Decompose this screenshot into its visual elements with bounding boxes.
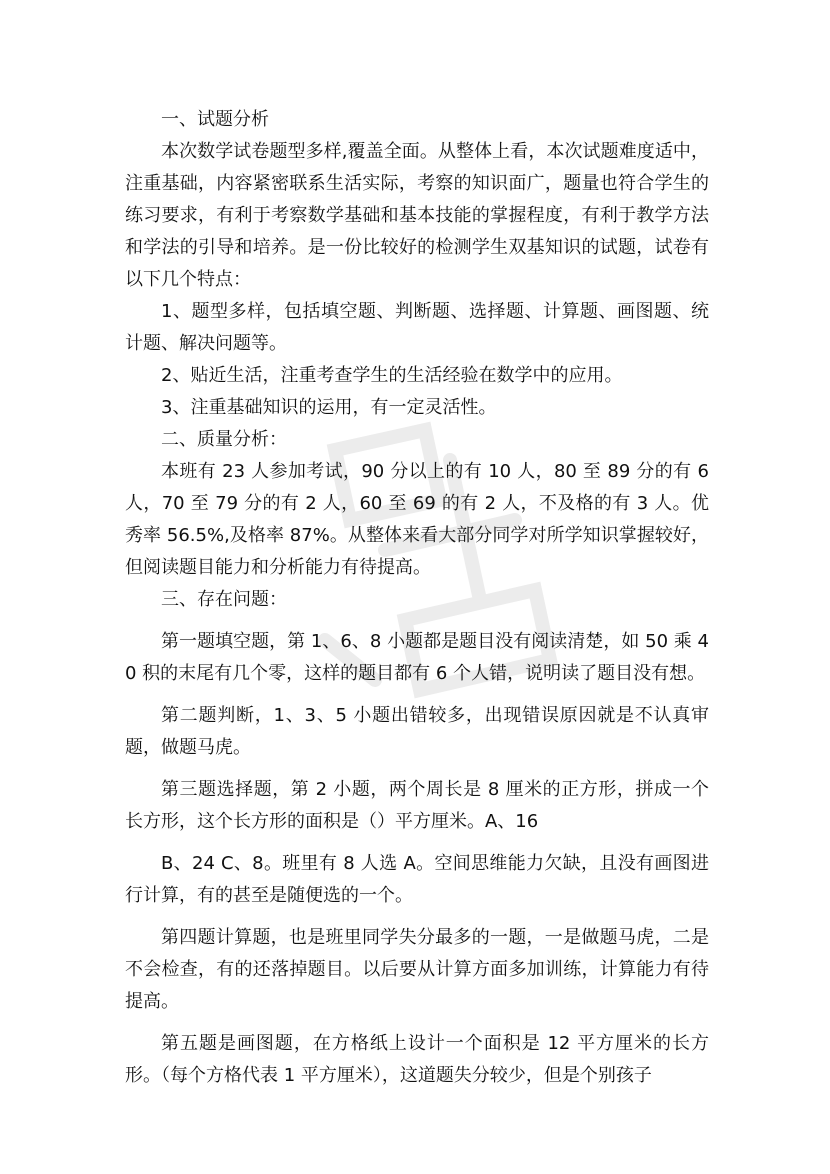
heading-existing-problems: 三、存在问题：: [161, 589, 287, 610]
feature-item-2: 2、贴近生活，注重考查学生的生活经验在数学中的应用。: [161, 365, 623, 386]
feature-item-3: 3、注重基础知识的运用，有一定灵活性。: [161, 397, 497, 418]
paragraph-problem-calculation: 第四题计算题，也是班里同学失分最多的一题，一是做题马虎，二是不会检查，有的还落掉题目。以后要从计算方面多加训练，计算能力有待提高。: [125, 927, 709, 1012]
paragraph-overview: 本次数学试卷题型多样,覆盖全面。从整体上看，本次试题难度适中，注重基础，内容紧密联系生活实际，考察的知识面广，题量也符合学生的练习要求，有利于考察数学基础和基本技能的掌握程度，有利于教学方法和学法的引导和培养。是一份比较好的检测学生双基知识的试题，试卷有以下几个特点：: [125, 141, 709, 290]
paragraph-problem-choice-cont: B、24 C、8。班里有 8 人选 A。空间思维能力欠缺，且没有画图进行计算，有的甚至是随便选的一个。: [125, 853, 709, 906]
paragraph-score-stats: 本班有 23 人参加考试，90 分以上的有 10 人，80 至 89 分的有 6 人，70 至 79 分的有 2 人，60 至 69 的有 2 人，不及格的有 3 人。优秀率 56.5%,及格率 87%。从整体来看大部分同学对所学知识掌握较好，但阅读题目能力和分析能力有待提高。: [125, 461, 709, 578]
paragraph-problem-fill-blank: 第一题填空题，第 1、6、8 小题都是题目没有阅读清楚，如 50 乘 40 积的末尾有几个零，这样的题目都有 6 个人错，说明读了题目没有想。: [125, 631, 709, 684]
heading-quality-analysis: 二、质量分析：: [161, 429, 287, 450]
paragraph-problem-choice: 第三题选择题，第 2 小题，两个周长是 8 厘米的正方形，拼成一个长方形，这个长方形的面积是（）平方厘米。A、16: [125, 779, 709, 832]
paragraph-problem-judgement: 第二题判断，1、3、5 小题出错较多，出现错误原因就是不认真审题，做题马虎。: [125, 705, 709, 758]
heading-exam-analysis: 一、试题分析: [161, 109, 269, 130]
document-body: [125, 104, 709, 1092]
paragraph-problem-drawing: 第五题是画图题，在方格纸上设计一个面积是 12 平方厘米的长方形。（每个方格代表 1 平方厘米），这道题失分较少，但是个别孩子: [125, 1033, 709, 1086]
feature-item-1: 1、题型多样，包括填空题、判断题、选择题、计算题、画图题、统计题、解决问题等。: [125, 301, 709, 354]
